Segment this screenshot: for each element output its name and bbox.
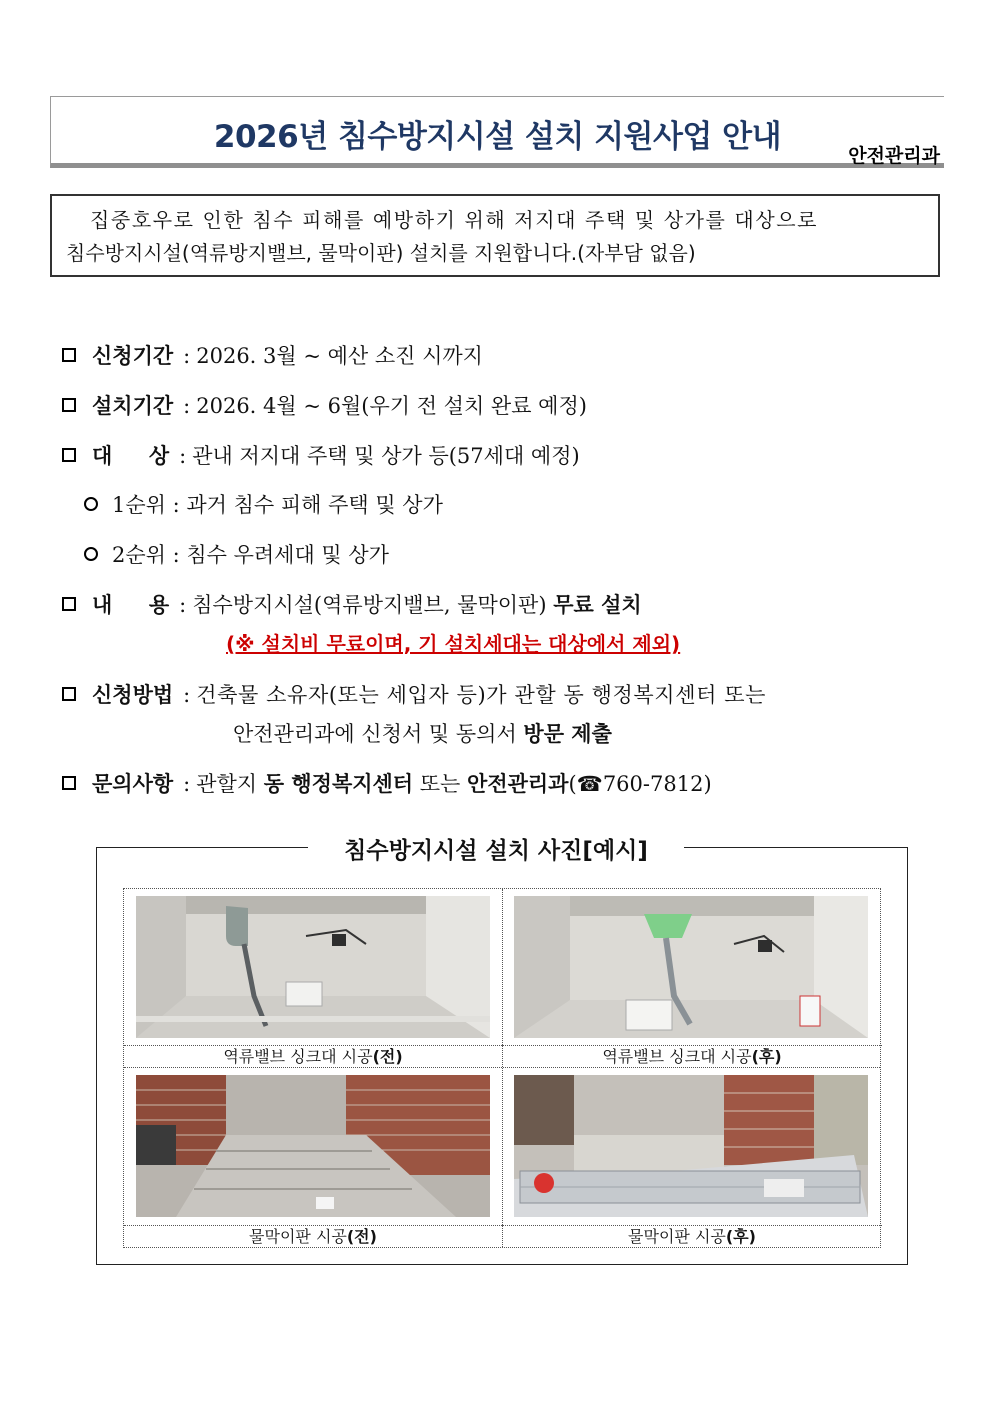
grid-divider-vertical [502,889,503,1247]
inquiry-post: (☎760-7812) [568,772,712,796]
method-value-line-2: 안전관리과에 신청서 및 동의서 [233,722,524,746]
content-label: 내 용 [92,592,170,617]
install-period-value: 2026. 4월 ~ 6월(우기 전 설치 완료 예정) [196,394,587,418]
priority-1-text: 1순위 : 과거 침수 피해 주택 및 상가 [112,493,443,517]
apply-period-row [62,340,483,370]
intro-box [50,194,940,277]
separator: : [183,344,191,368]
separator: : [183,772,191,796]
priority-1-row [84,489,443,519]
priority-2-row [84,539,389,569]
photo-title-text: 침수방지시설 설치 사진[예시] [308,838,684,864]
caption-tag: (전) [372,1047,403,1066]
install-period-row [62,390,587,420]
method-label: 신청방법 [92,682,174,707]
caption-sink-before [124,1045,502,1067]
content-value-bold: 무료 설치 [553,592,642,617]
caption-text: 역류밸브 싱크대 시공 [223,1047,373,1066]
inquiry-row [62,768,712,798]
content-notice-row [226,628,680,657]
content-notice: (※ 설치비 무료이며, 기 설치세대는 대상에서 제외) [226,632,681,656]
caption-text: 역류밸브 싱크대 시공 [602,1047,752,1066]
checkbox-square-icon [62,597,76,611]
caption-tag: (후) [751,1047,782,1066]
photo-section-title [0,832,992,865]
photo-barrier-before [136,1075,490,1217]
intro-line-2: 침수방지시설(역류방지밸브, 물막이판) 설치를 지원합니다.(자부담 없음) [66,241,696,265]
target-row [62,440,580,470]
title-box [50,96,944,168]
method-row [62,679,766,709]
inquiry-bold-1: 동 행정복지센터 [263,771,414,796]
checkbox-square-icon [62,348,76,362]
content-row [62,589,642,619]
separator: : [179,444,187,468]
caption-text: 물막이판 시공 [249,1227,347,1246]
circle-bullet-icon [84,547,98,561]
caption-barrier-before [124,1225,502,1247]
priority-2-text: 2순위 : 침수 우려세대 및 상가 [112,543,389,567]
separator: : [183,394,191,418]
photo-sink-before [136,896,490,1038]
page-title: 2026년 침수방지시설 설치 지원사업 안내 [213,119,782,155]
photo-barrier-after [514,1075,868,1217]
target-value: 관내 저지대 주택 및 상가 등(57세대 예정) [192,444,580,468]
separator: : [179,593,187,617]
method-line-2-row [233,718,612,748]
inquiry-label: 문의사항 [92,771,174,796]
department-label: 안전관리과 [848,145,940,167]
photo-grid [123,888,881,1248]
photo-sink-after [514,896,868,1038]
checkbox-square-icon [62,398,76,412]
checkbox-square-icon [62,687,76,701]
inquiry-pre: 관할지 [196,772,264,796]
intro-line-1: 집중호우로 인한 침수 피해를 예방하기 위해 저지대 주택 및 상가를 대상으로 [90,208,819,232]
caption-tag: (전) [346,1227,377,1246]
method-value-line-2-bold: 방문 제출 [523,721,612,746]
method-value-line-1: 건축물 소유자(또는 세입자 등)가 관할 동 행정복지센터 또는 [196,683,767,707]
apply-period-value: 2026. 3월 ~ 예산 소진 시까지 [196,344,483,368]
checkbox-square-icon [62,448,76,462]
checkbox-square-icon [62,776,76,790]
install-period-label: 설치기간 [92,393,174,418]
caption-tag: (후) [725,1227,756,1246]
inquiry-mid: 또는 [413,772,468,796]
target-label: 대 상 [92,443,170,468]
caption-sink-after [502,1045,882,1067]
separator: : [183,683,191,707]
circle-bullet-icon [84,497,98,511]
inquiry-bold-2: 안전관리과 [467,771,569,796]
caption-barrier-after [502,1225,882,1247]
caption-text: 물막이판 시공 [628,1227,726,1246]
apply-period-label: 신청기간 [92,343,174,368]
content-value: 침수방지시설(역류방지밸브, 물막이판) [192,593,554,617]
